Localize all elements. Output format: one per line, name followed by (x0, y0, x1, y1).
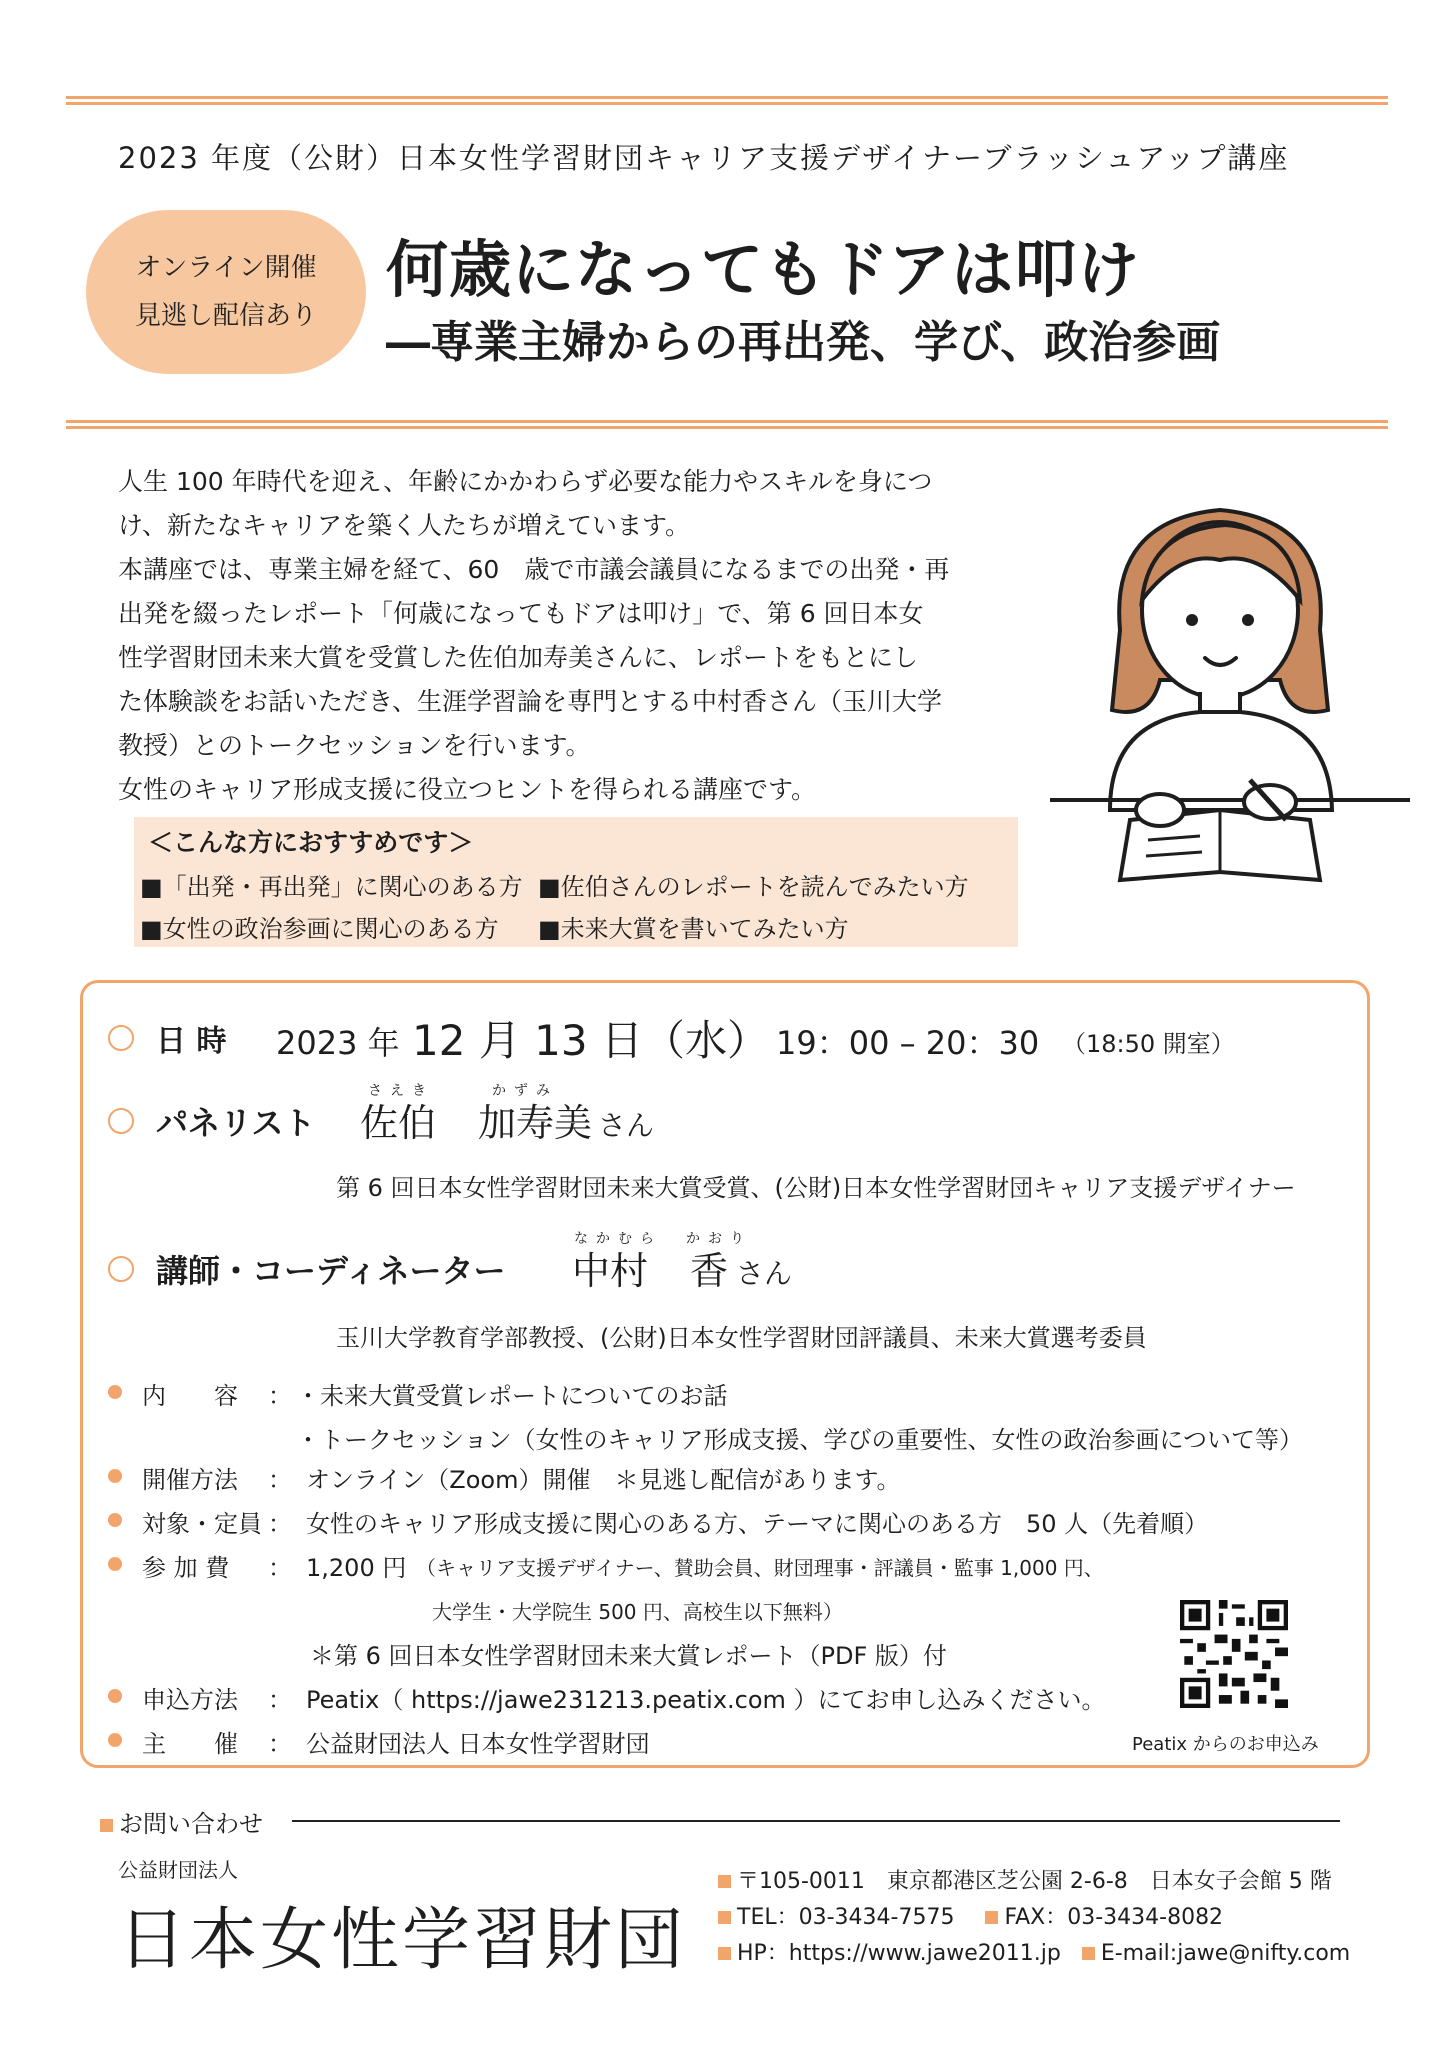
panelist-surname-ruby: さえき (368, 1083, 434, 1099)
intro-line: 人生 100 年時代を迎え、年齢にかかわらず必要な能力やスキルを身につ (118, 467, 933, 496)
fee-value: 1,200 円 (306, 1554, 407, 1582)
badge-line-online: オンライン開催 (135, 253, 317, 283)
woman-writing-illustration (1050, 480, 1410, 890)
phone-row (718, 1900, 1223, 1931)
target-label: 対象・定員 (142, 1510, 262, 1538)
bullet-dot (108, 1469, 122, 1483)
intro-line: 性学習財団未来大賞を受賞した佐伯加寿美さんに、レポートをもとにし (118, 643, 919, 672)
host-value: 公益財団法人 日本女性学習財団 (306, 1730, 650, 1758)
square-bullet-icon (100, 1819, 113, 1832)
address-row (718, 1864, 1332, 1895)
series-title: 2023 年度（公財）日本女性学習財団キャリア支援デザイナーブラッシュアップ講座 (118, 141, 1290, 175)
recommend-item: ■「出発・再出発」に関心のある方 (140, 873, 523, 901)
coordinator-given: 香 (690, 1249, 729, 1293)
top-rule (66, 96, 1388, 105)
org-type: 公益財団法人 (118, 1858, 238, 1882)
bullet-dot (108, 1733, 122, 1747)
recommend-item: ■未来大賞を書いてみたい方 (538, 915, 849, 943)
square-bullet-icon (718, 1947, 731, 1960)
recommend-box (134, 817, 1018, 947)
colon: ： (268, 1510, 292, 1538)
fee-note-2: 大学生・大学院生 500 円、高校生以下無料） (432, 1600, 843, 1624)
colon: ： (268, 1730, 292, 1758)
recommend-item: ■女性の政治参画に関心のある方 (140, 915, 499, 943)
target-value: 女性のキャリア形成支援に関心のある方、テーマに関心のある方 50 人（先着順） (306, 1510, 1209, 1538)
coordinator-honorific: さん (736, 1257, 793, 1290)
datetime-date: 12 月 13 日（水） (412, 1016, 769, 1065)
circle-icon (108, 1025, 134, 1051)
square-bullet-icon (718, 1911, 731, 1924)
coordinator-profile: 玉川大学教育学部教授、(公財)日本女性学習財団評議員、未来大賞選考委員 (336, 1324, 1147, 1352)
circle-icon (108, 1256, 134, 1282)
apply-label: 申込方法 (142, 1686, 238, 1714)
contact-heading-text: お問い合わせ (119, 1810, 263, 1838)
fee-note-3: ＊第 6 回日本女性学習財団未来大賞レポート（PDF 版）付 (310, 1642, 947, 1670)
contact-heading (100, 1804, 263, 1839)
square-bullet-icon (1082, 1947, 1095, 1960)
panelist-surname: 佐伯 (360, 1101, 437, 1145)
panelist-given-ruby: かずみ (492, 1083, 558, 1099)
panelist-profile: 第 6 回日本女性学習財団未来大賞受賞、(公財)日本女性学習財団キャリア支援デザイナー (336, 1174, 1296, 1202)
coordinator-given-ruby: かおり (686, 1231, 752, 1247)
bullet-dot (108, 1385, 122, 1399)
coordinator-surname: 中村 (572, 1249, 649, 1293)
panelist-label: パネリスト (156, 1104, 316, 1142)
intro-line: た体験談をお話いただき、生涯学習論を専門とする中村香さん（玉川大学 (118, 687, 943, 716)
square-bullet-icon (985, 1911, 998, 1924)
intro-line: 出発を綴ったレポート「何歳になってもドアは叩け」で、第 6 回日本女 (118, 599, 924, 628)
content-label: 内 容 (142, 1382, 238, 1410)
web-row (718, 1936, 1350, 1967)
method-label: 開催方法 (142, 1466, 238, 1494)
host-label: 主 催 (142, 1730, 238, 1758)
intro-text (118, 460, 1018, 812)
intro-line: け、新たなキャリアを築く人たちが増えています。 (118, 511, 691, 540)
fee-note-1: （キャリア支援デザイナー、賛助会員、財団理事・評議員・監事 1,000 円、 (416, 1556, 1104, 1580)
badge-line-replay: 見逃し配信あり (134, 301, 317, 331)
intro-line: 本講座では、専業主婦を経て、60 歳で市議会議員になるまでの出発・再 (118, 555, 950, 584)
online-badge (86, 210, 366, 374)
square-bullet-icon (718, 1875, 731, 1888)
coordinator-label: 講師・コーディネーター (156, 1252, 506, 1290)
apply-value[interactable]: Peatix（ https://jawe231213.peatix.com ）にてお申し込みください。 (306, 1686, 1106, 1714)
datetime-year: 2023 年 (276, 1024, 400, 1062)
colon: ： (268, 1382, 292, 1410)
panelist-given: 加寿美 (478, 1101, 593, 1145)
datetime-time: 19：00 – 20：30 (776, 1024, 1040, 1062)
content-line-2: ・トークセッション（女性のキャリア形成支援、学びの重要性、女性の政治参画について等） (296, 1426, 1304, 1454)
recommend-heading: ＜こんな方におすすめです＞ (148, 828, 474, 857)
intro-line: 教授）とのトークセッションを行います。 (118, 731, 591, 760)
colon: ： (268, 1466, 292, 1494)
qr-code-icon[interactable] (1180, 1600, 1288, 1708)
main-title: 何歳になってもドアは叩け (386, 233, 1141, 306)
method-value: オンライン（Zoom）開催 ＊見逃し配信があります。 (306, 1466, 901, 1494)
fee-label: 参 加 費 (142, 1554, 230, 1582)
bullet-dot (108, 1557, 122, 1571)
contact-divider (292, 1820, 1340, 1822)
sub-title: ―専業主婦からの再出発、学び、政治参画 (386, 317, 1221, 368)
org-name: 日本女性学習財団 (118, 1901, 687, 1980)
datetime-note: （18:50 開室） (1062, 1030, 1235, 1058)
datetime-label: 日 時 (156, 1024, 227, 1059)
intro-line: 女性のキャリア形成支援に役立つヒントを得られる講座です。 (118, 775, 817, 804)
coordinator-surname-ruby: なかむら (574, 1231, 662, 1247)
email-link[interactable]: E-mail:jawe@nifty.com (1100, 1941, 1351, 1966)
recommend-item: ■佐伯さんのレポートを読んでみたい方 (538, 873, 969, 901)
panelist-honorific: さん (598, 1109, 655, 1142)
colon: ： (268, 1554, 292, 1582)
qr-caption: Peatix からのお申込み (1132, 1734, 1319, 1755)
address: 〒105-0011 東京都港区芝公園 2-6-8 日本女子会館 5 階 (737, 1869, 1332, 1894)
bullet-dot (108, 1689, 122, 1703)
colon: ： (268, 1686, 292, 1714)
homepage-link[interactable]: HP：https://www.jawe2011.jp (737, 1941, 1061, 1966)
circle-icon (108, 1108, 134, 1134)
fax: FAX：03-3434-8082 (1004, 1905, 1224, 1930)
content-line-1: ・未来大賞受賞レポートについてのお話 (296, 1382, 728, 1410)
title-bottom-rule (66, 420, 1388, 429)
bullet-dot (108, 1513, 122, 1527)
tel: TEL：03-3434-7575 (737, 1905, 955, 1930)
